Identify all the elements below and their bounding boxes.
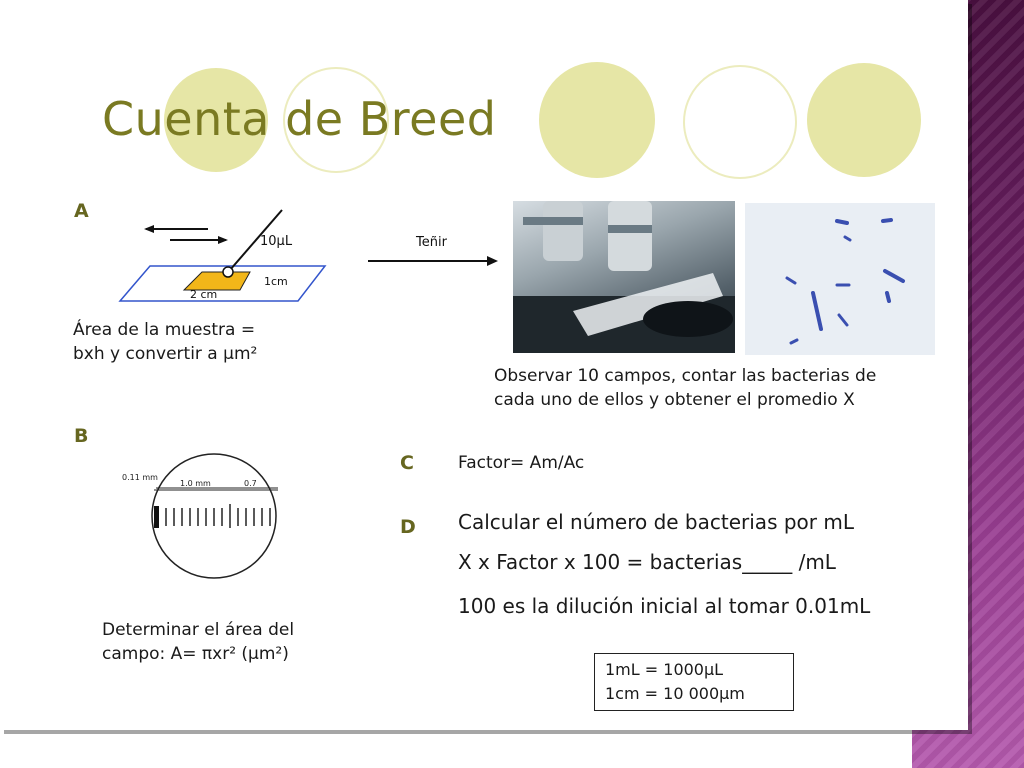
bacterium-rod (845, 237, 850, 240)
arrow-right-head (218, 236, 228, 244)
pipette-tip-drop (223, 267, 233, 277)
factor-formula: Factor= Am/Ac (458, 453, 585, 473)
bacterium-rod (839, 315, 847, 325)
slide-sample-diagram (110, 200, 340, 310)
decor-circle (807, 63, 921, 177)
bacterium-rod (887, 293, 889, 301)
stain-arrow-group (360, 228, 510, 270)
section-a-letter: A (74, 200, 89, 222)
field-area-line2: campo: A= πxr² (μm²) (102, 644, 289, 664)
lens-band (608, 225, 652, 233)
stain-arrow-head (487, 256, 498, 266)
microscope-field-diagram (118, 448, 288, 588)
unit-conversion-line2: 1cm = 10 000μm (605, 684, 745, 703)
lens-band (523, 217, 583, 225)
stain-label: Teñir (416, 235, 447, 250)
page-title: Cuenta de Breed (102, 92, 497, 146)
bacterium-rod (837, 221, 847, 223)
width-label: 2 cm (190, 288, 218, 301)
height-label: 1cm (264, 275, 288, 288)
scale-label-right: 0.7 (244, 479, 257, 488)
area-formula-line2: bxh y convertir a μm² (73, 344, 258, 364)
section-b-letter: B (74, 425, 89, 447)
unit-conversion-box (594, 653, 794, 711)
section-d-letter: D (400, 516, 416, 538)
objective-lens-right (608, 201, 652, 271)
objective-lens-left (543, 201, 583, 261)
bacterium-rod (813, 293, 821, 329)
unit-conversion-line1: 1mL = 1000μL (605, 660, 724, 679)
microscope-illustration (513, 201, 735, 353)
scale-ticks (166, 504, 270, 528)
bacteria-stain-photo (745, 203, 935, 355)
scale-label-left: 0.11 mm (122, 473, 158, 482)
bacterium-rod (885, 271, 903, 281)
scale-label-mid: 1.0 mm (180, 479, 211, 488)
volume-label: 10μL (260, 234, 293, 249)
calc-instruction: Calcular el número de bacterias por mL (458, 510, 854, 534)
decor-circle (539, 62, 655, 178)
stage-opening (643, 301, 733, 337)
bacteria-illustration (745, 203, 935, 355)
bacterium-rod (883, 220, 891, 221)
field-area-line1: Determinar el área del (102, 620, 295, 640)
observe-text-line2: cada uno de ellos y obtener el promedio X (494, 390, 855, 410)
decor-circle (684, 66, 796, 178)
arrow-left-head (144, 225, 154, 233)
observe-text-line1: Observar 10 campos, contar las bacterias de (494, 366, 877, 386)
area-formula-line1: Área de la muestra = (73, 320, 256, 340)
bacterium-rod (787, 278, 795, 283)
calc-formula: X x Factor x 100 = bacterias_____ /mL (458, 550, 836, 574)
scale-tick-thick (154, 506, 159, 528)
section-c-letter: C (400, 452, 414, 474)
bacterium-rod (791, 340, 797, 343)
microscope-photo (513, 201, 735, 353)
dilution-note: 100 es la dilución inicial al tomar 0.01mL (458, 594, 871, 618)
